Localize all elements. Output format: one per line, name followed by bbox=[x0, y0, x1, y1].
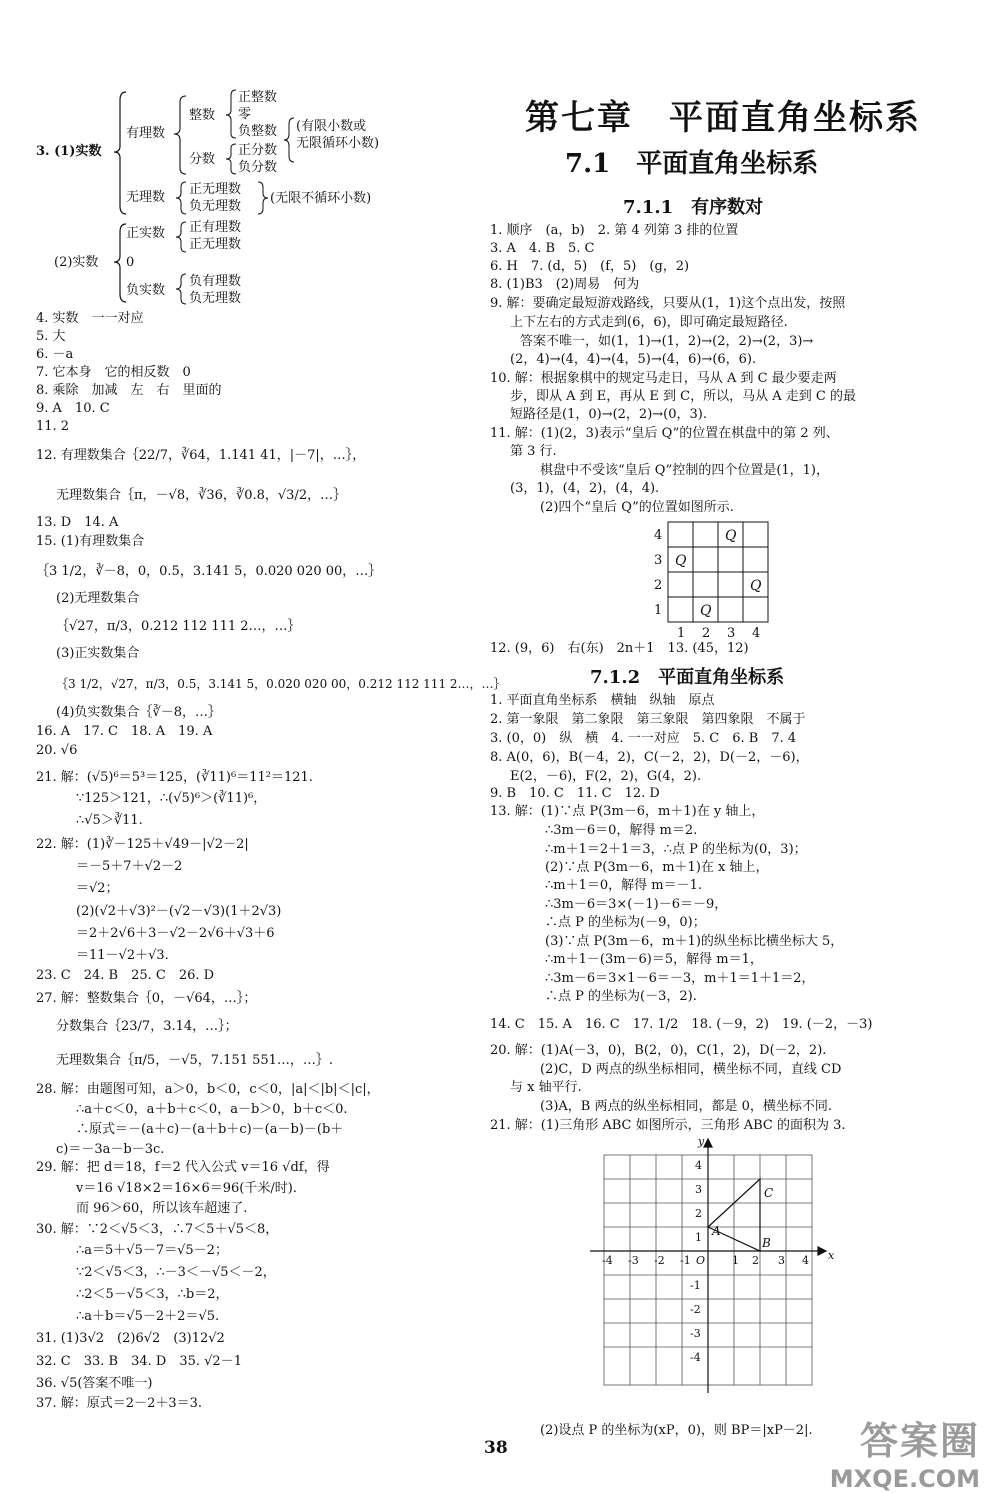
answer-line: 无理数集合｛π，－√8，∛36，∛0.8，√3/2，…｝ bbox=[56, 488, 347, 503]
y-tick-label: -1 bbox=[690, 1279, 701, 1292]
answer-line: 20. 解：(1)A(－3，0)，B(2，0)，C(1，2)，D(－2，2). bbox=[490, 1043, 827, 1058]
x-tick-label: -4 bbox=[602, 1254, 613, 1267]
answer-line-12: 12. (9，6) 右(东) 2n＋1 13. (45，12) bbox=[490, 641, 749, 656]
answer-line: (2)无理数集合 bbox=[56, 591, 140, 606]
answer-line: ∴点 P 的坐标为(－9，0)； bbox=[545, 915, 706, 930]
answer-line: 21. 解：(√5)⁶＝5³＝125，(∛11)⁶＝11²＝121. bbox=[36, 770, 313, 785]
answer-line: ∴a＋c＜0，a＋b＋c＜0，a－b＞0，b＋c＜0. bbox=[76, 1102, 348, 1117]
answer-line: 15. (1)有理数集合 bbox=[36, 534, 145, 549]
answer-line: 7. 它本身 它的相反数 0 bbox=[36, 365, 191, 380]
answer-line: ∴3m－6＝0，解得 m＝2. bbox=[545, 823, 698, 838]
answer-line: 11. 解：(1)(2，3)表示“皇后 Q”的位置在棋盘中的第 2 列、 bbox=[490, 426, 839, 441]
point-b-label: B bbox=[762, 1236, 771, 1250]
answer-line: ｛3 1/2，√27，π/3，0.5，3.141 5，0.020 020 00，0.212 112 111 2…，…｝ bbox=[56, 677, 506, 691]
x-axis-label: x bbox=[828, 1249, 835, 1262]
y-tick-label: -4 bbox=[690, 1351, 701, 1364]
tree1-zero: 零 bbox=[238, 107, 252, 122]
answer-line: 31. (1)3√2 (2)6√2 (3)12√2 bbox=[36, 1331, 225, 1346]
y-tick-label: 3 bbox=[695, 1183, 702, 1196]
x-tick-label: -2 bbox=[654, 1254, 665, 1267]
queen-marker: Q bbox=[700, 603, 712, 619]
y-tick-label: -2 bbox=[690, 1303, 701, 1316]
answer-line: 13. 解：(1)∵点 P(3m－6，m＋1)在 y 轴上， bbox=[490, 804, 765, 819]
answer-line: 28. 解：由题图可知，a＞0，b＜0，c＜0，|a|＜|b|＜|c|， bbox=[36, 1082, 380, 1097]
tree2-zero: 0 bbox=[126, 255, 135, 270]
board-row-label: 2 bbox=[654, 578, 663, 593]
board-row-label: 4 bbox=[654, 528, 663, 543]
answer-line: ∴3m－6＝3×(－1)－6＝－9， bbox=[545, 897, 728, 912]
answer-line: 5. 大 bbox=[36, 329, 66, 344]
answer-line: ∴原式＝－(a＋c)－(a＋b＋c)－(a－b)－(b＋ bbox=[76, 1122, 344, 1137]
answer-line: 1. 平面直角坐标系 横轴 纵轴 原点 bbox=[490, 693, 715, 708]
answer-line: 步，即从 A 到 E，再从 E 到 C，所以，马从 A 走到 C 的最 bbox=[510, 389, 856, 404]
answer-line: 23. C 24. B 25. C 26. D bbox=[36, 968, 215, 983]
queen-marker: Q bbox=[725, 528, 737, 544]
y-tick-label: 2 bbox=[695, 1207, 702, 1220]
answer-line: (3)A，B 两点的纵坐标相同，都是 0，横坐标不同. bbox=[540, 1099, 833, 1114]
answer-line: v＝16 √18×2＝16×6＝96(千米/时). bbox=[76, 1181, 297, 1196]
answer-line: ∴√5＞∛11. bbox=[76, 813, 143, 828]
answer-line: 20. √6 bbox=[36, 743, 78, 758]
answer-line: E(2，－6)，F(2，2)，G(4，2). bbox=[510, 769, 702, 784]
answer-line: 8. 乘除 加减 左 右 里面的 bbox=[36, 383, 222, 398]
answer-line: ∵125＞121，∴(√5)⁶＞(∛11)⁶， bbox=[76, 791, 267, 806]
board-row-label: 3 bbox=[654, 553, 663, 568]
answer-line: 22. 解：(1)∛－125＋√49－|√2－2| bbox=[36, 837, 249, 852]
answer-line: 3. (0，0) 纵 横 4. 一一对应 5. C 6. B 7. 4 bbox=[490, 731, 797, 746]
answer-line: 8. A(0，6)，B(－4，2)，C(－2，2)，D(－2，－6)， bbox=[490, 750, 809, 765]
answer-line: ∴点 P 的坐标为(－3，2). bbox=[545, 989, 697, 1004]
answer-line: 第 3 行. bbox=[510, 444, 557, 459]
queen-marker: Q bbox=[675, 553, 687, 569]
answer-line: ∴m＋1＝2＋1＝3，∴点 P 的坐标为(0，3)； bbox=[545, 842, 807, 857]
watermark-logo-text: 答案圈 bbox=[859, 1419, 980, 1463]
answer-line: 9. B 10. C 11. C 12. D bbox=[490, 786, 660, 801]
tree1-finite-note-1: (有限小数或 bbox=[296, 119, 367, 134]
answer-line: 29. 解：把 d＝18，f＝2 代入公式 v＝16 √df，得 bbox=[36, 1160, 330, 1175]
answer-line: 棋盘中不受该“皇后 Q”控制的四个位置是(1，1)， bbox=[540, 463, 830, 478]
origin-label: O bbox=[696, 1254, 706, 1267]
answer-line: 13. D 14. A bbox=[36, 515, 119, 530]
board-col-label: 1 bbox=[677, 626, 686, 640]
answer-line: ＝√2； bbox=[76, 881, 119, 896]
point-c-label: C bbox=[764, 1186, 774, 1200]
tree1-neg-irr: 负无理数 bbox=[189, 199, 242, 214]
answer-line: 3. A 4. B 5. C bbox=[490, 241, 595, 256]
watermark-url: MXQE.COM bbox=[829, 1465, 980, 1493]
tree2-root: (2)实数 bbox=[54, 255, 99, 270]
tree1-rational: 有理数 bbox=[126, 126, 166, 141]
tree2-pos-irr: 正无理数 bbox=[189, 237, 242, 252]
tree2-neg-irr: 负无理数 bbox=[189, 291, 242, 306]
answer-line: 9. A 10. C bbox=[36, 401, 110, 416]
answer-line: ＝11－√2＋√3. bbox=[76, 948, 169, 963]
answer-line: 12. 有理数集合｛22/7，∛64，1.141 41，|－7|，…｝， bbox=[36, 448, 366, 463]
tree1-finite-note-2: 无限循环小数) bbox=[296, 136, 380, 151]
answer-line: 4. 实数 一一对应 bbox=[36, 311, 144, 326]
answer-line: 答案不唯一，如(1，1)→(1，2)→(2，2)→(2，3)→ bbox=[520, 334, 814, 349]
answer-line: 上下左右的方式走到(6，6)，即可确定最短路径. bbox=[510, 315, 788, 330]
answer-line: 6. H 7. (d，5) (f，5) (g，2) bbox=[490, 259, 690, 274]
answer-line: 30. 解：∵2＜√5＜3，∴7＜5＋√5＜8， bbox=[36, 1222, 279, 1237]
answer-line: 16. A 17. C 18. A 19. A bbox=[36, 724, 213, 739]
tree1-pos-frac: 正分数 bbox=[238, 143, 278, 158]
answer-line: (2)C，D 两点的纵坐标相同，横坐标不同，直线 CD bbox=[540, 1062, 842, 1077]
x-tick-label: -3 bbox=[628, 1254, 639, 1267]
section-title: 7.1 平面直角坐标系 bbox=[565, 149, 819, 179]
y-tick-label: 4 bbox=[695, 1159, 702, 1172]
answer-line: ∴2＜5－√5＜3，∴b＝2， bbox=[76, 1287, 229, 1302]
answer-line: 10. 解：根据象棋中的规定马走日，马从 A 到 C 最少要走两 bbox=[490, 371, 837, 386]
answer-line: ∴m＋1－(3m－6)＝5，解得 m＝1， bbox=[545, 952, 763, 967]
subsection-title-1: 7.1.1 有序数对 bbox=[623, 197, 764, 218]
answer-line: (2)四个“皇后 Q”的位置如图所示. bbox=[540, 500, 734, 515]
answer-line: ｛3 1/2，∛－8，0，0.5，3.141 5，0.020 020 00，…｝ bbox=[36, 564, 382, 579]
x-tick-label: 4 bbox=[802, 1254, 809, 1267]
queen-marker: Q bbox=[750, 578, 762, 594]
tree2-negative: 负实数 bbox=[126, 283, 166, 298]
answer-line: 短路径是(1，0)→(2，2)→(0，3). bbox=[510, 407, 707, 422]
answer-line: (3)∵点 P(3m－6，m＋1)的纵坐标比横坐标大 5， bbox=[545, 934, 844, 949]
answer-line: 27. 解：整数集合｛0，－√64，…｝； bbox=[36, 991, 257, 1006]
y-tick-label: 1 bbox=[695, 1231, 702, 1244]
answer-line: ∴a＝5＋√5－7＝√5－2； bbox=[76, 1243, 228, 1258]
answer-line: (2)∵点 P(3m－6，m＋1)在 x 轴上， bbox=[545, 860, 769, 875]
x-tick-label: -1 bbox=[680, 1254, 691, 1267]
x-tick-label: 1 bbox=[732, 1254, 739, 1267]
answer-line: 6. －a bbox=[36, 347, 74, 362]
answer-line: ＝－5＋7＋√2－2 bbox=[76, 859, 183, 874]
answer-line: 与 x 轴平行. bbox=[510, 1080, 582, 1095]
answer-line: 21. 解：(1)三角形 ABC 如图所示，三角形 ABC 的面积为 3. bbox=[490, 1118, 846, 1133]
answer-line: (4)负实数集合｛∛－8，…｝ bbox=[56, 705, 221, 720]
answer-line: 无理数集合｛π/5，－√5，7.151 551…，…｝. bbox=[56, 1053, 334, 1068]
board-col-label: 4 bbox=[752, 626, 761, 640]
tree1-integer: 整数 bbox=[189, 108, 216, 123]
subsection-title-2: 7.1.2 平面直角坐标系 bbox=[590, 667, 785, 688]
queen-board-figure bbox=[650, 520, 780, 640]
board-col-label: 2 bbox=[702, 626, 711, 640]
answer-line: 11. 2 bbox=[36, 419, 70, 434]
answer-line: (2)(√2＋√3)²－(√2－√3)(1＋2√3) bbox=[76, 904, 282, 919]
answer-line: 分数集合｛23/7，3.14，…｝； bbox=[56, 1019, 238, 1034]
answer-line: (3)正实数集合 bbox=[56, 646, 140, 661]
tree2-positive: 正实数 bbox=[126, 226, 166, 241]
tree1-pos-int: 正整数 bbox=[238, 90, 278, 105]
x-tick-label: 2 bbox=[752, 1254, 759, 1267]
tree1-fraction: 分数 bbox=[189, 152, 216, 167]
answer-line: 而 96＞60，所以该车超速了. bbox=[76, 1201, 248, 1216]
board-col-label: 3 bbox=[727, 626, 736, 640]
answer-line: ∴m＋1＝0，解得 m＝－1. bbox=[545, 878, 703, 893]
answer-line: 32. C 33. B 34. D 35. √2－1 bbox=[36, 1354, 242, 1369]
answer-line: ∴3m－6＝3×1－6＝－3，m＋1＝1＋1＝2， bbox=[545, 971, 815, 986]
answer-line-last: (2)设点 P 的坐标为(xP，0)，则 BP＝|xP－2|. bbox=[540, 1423, 813, 1438]
y-tick-label: -3 bbox=[690, 1327, 701, 1340]
answer-line: ＝2＋2√6＋3－√2－2√6＋√3＋6 bbox=[76, 926, 275, 941]
answer-line: 36. √5(答案不唯一) bbox=[36, 1376, 153, 1391]
tree1-neg-frac: 负分数 bbox=[238, 160, 278, 175]
chapter-title: 第七章 平面直角坐标系 bbox=[525, 98, 921, 138]
y-axis-label: y bbox=[698, 1135, 705, 1148]
answer-line: (2，4)→(4，4)→(4，5)→(4，6)→(6，6). bbox=[510, 352, 757, 367]
answer-line: (3，1)，(4，2)，(4，4). bbox=[510, 481, 660, 496]
tree1-irrational: 无理数 bbox=[126, 190, 166, 205]
coordinate-plane-figure bbox=[590, 1135, 835, 1395]
board-row-label: 1 bbox=[654, 603, 663, 618]
point-a-label: A bbox=[712, 1224, 721, 1238]
answer-line: ∴a＋b＝√5－2＋2＝√5. bbox=[76, 1309, 220, 1324]
tree2-neg-rat: 负有理数 bbox=[189, 274, 242, 289]
tree1-infinite-note: (无限不循环小数) bbox=[270, 191, 372, 206]
answer-line: c)＝－3a－b－3c. bbox=[56, 1142, 165, 1157]
x-tick-label: 3 bbox=[778, 1254, 785, 1267]
answer-line: 8. (1)B3 (2)周易 何为 bbox=[490, 277, 640, 292]
tree2-pos-rat: 正有理数 bbox=[189, 220, 242, 235]
answer-line: ∵2＜√5＜3，∴－3＜－√5＜－2， bbox=[76, 1265, 276, 1280]
answer-line: 2. 第一象限 第二象限 第三象限 第四象限 不属于 bbox=[490, 712, 806, 727]
answer-line: 37. 解：原式＝2－2＋3＝3. bbox=[36, 1396, 203, 1411]
answer-line: 9. 解：要确定最短游戏路线，只要从(1，1)这个点出发，按照 bbox=[490, 296, 846, 311]
tree1-neg-int: 负整数 bbox=[238, 124, 278, 139]
page-number: 38 bbox=[484, 1438, 508, 1458]
answer-line: 1. 顺序 (a，b) 2. 第 4 列第 3 排的位置 bbox=[490, 223, 739, 238]
tree1-root: 3. (1)实数 bbox=[36, 144, 102, 159]
answer-line: ｛√27，π/3，0.212 112 111 2…，…｝ bbox=[56, 619, 301, 634]
tree1-pos-irr: 正无理数 bbox=[189, 182, 242, 197]
watermark bbox=[830, 1410, 980, 1493]
answer-line: 14. C 15. A 16. C 17. 1/2 18. (－9，2) 19. (－2，－3) bbox=[490, 1017, 873, 1032]
